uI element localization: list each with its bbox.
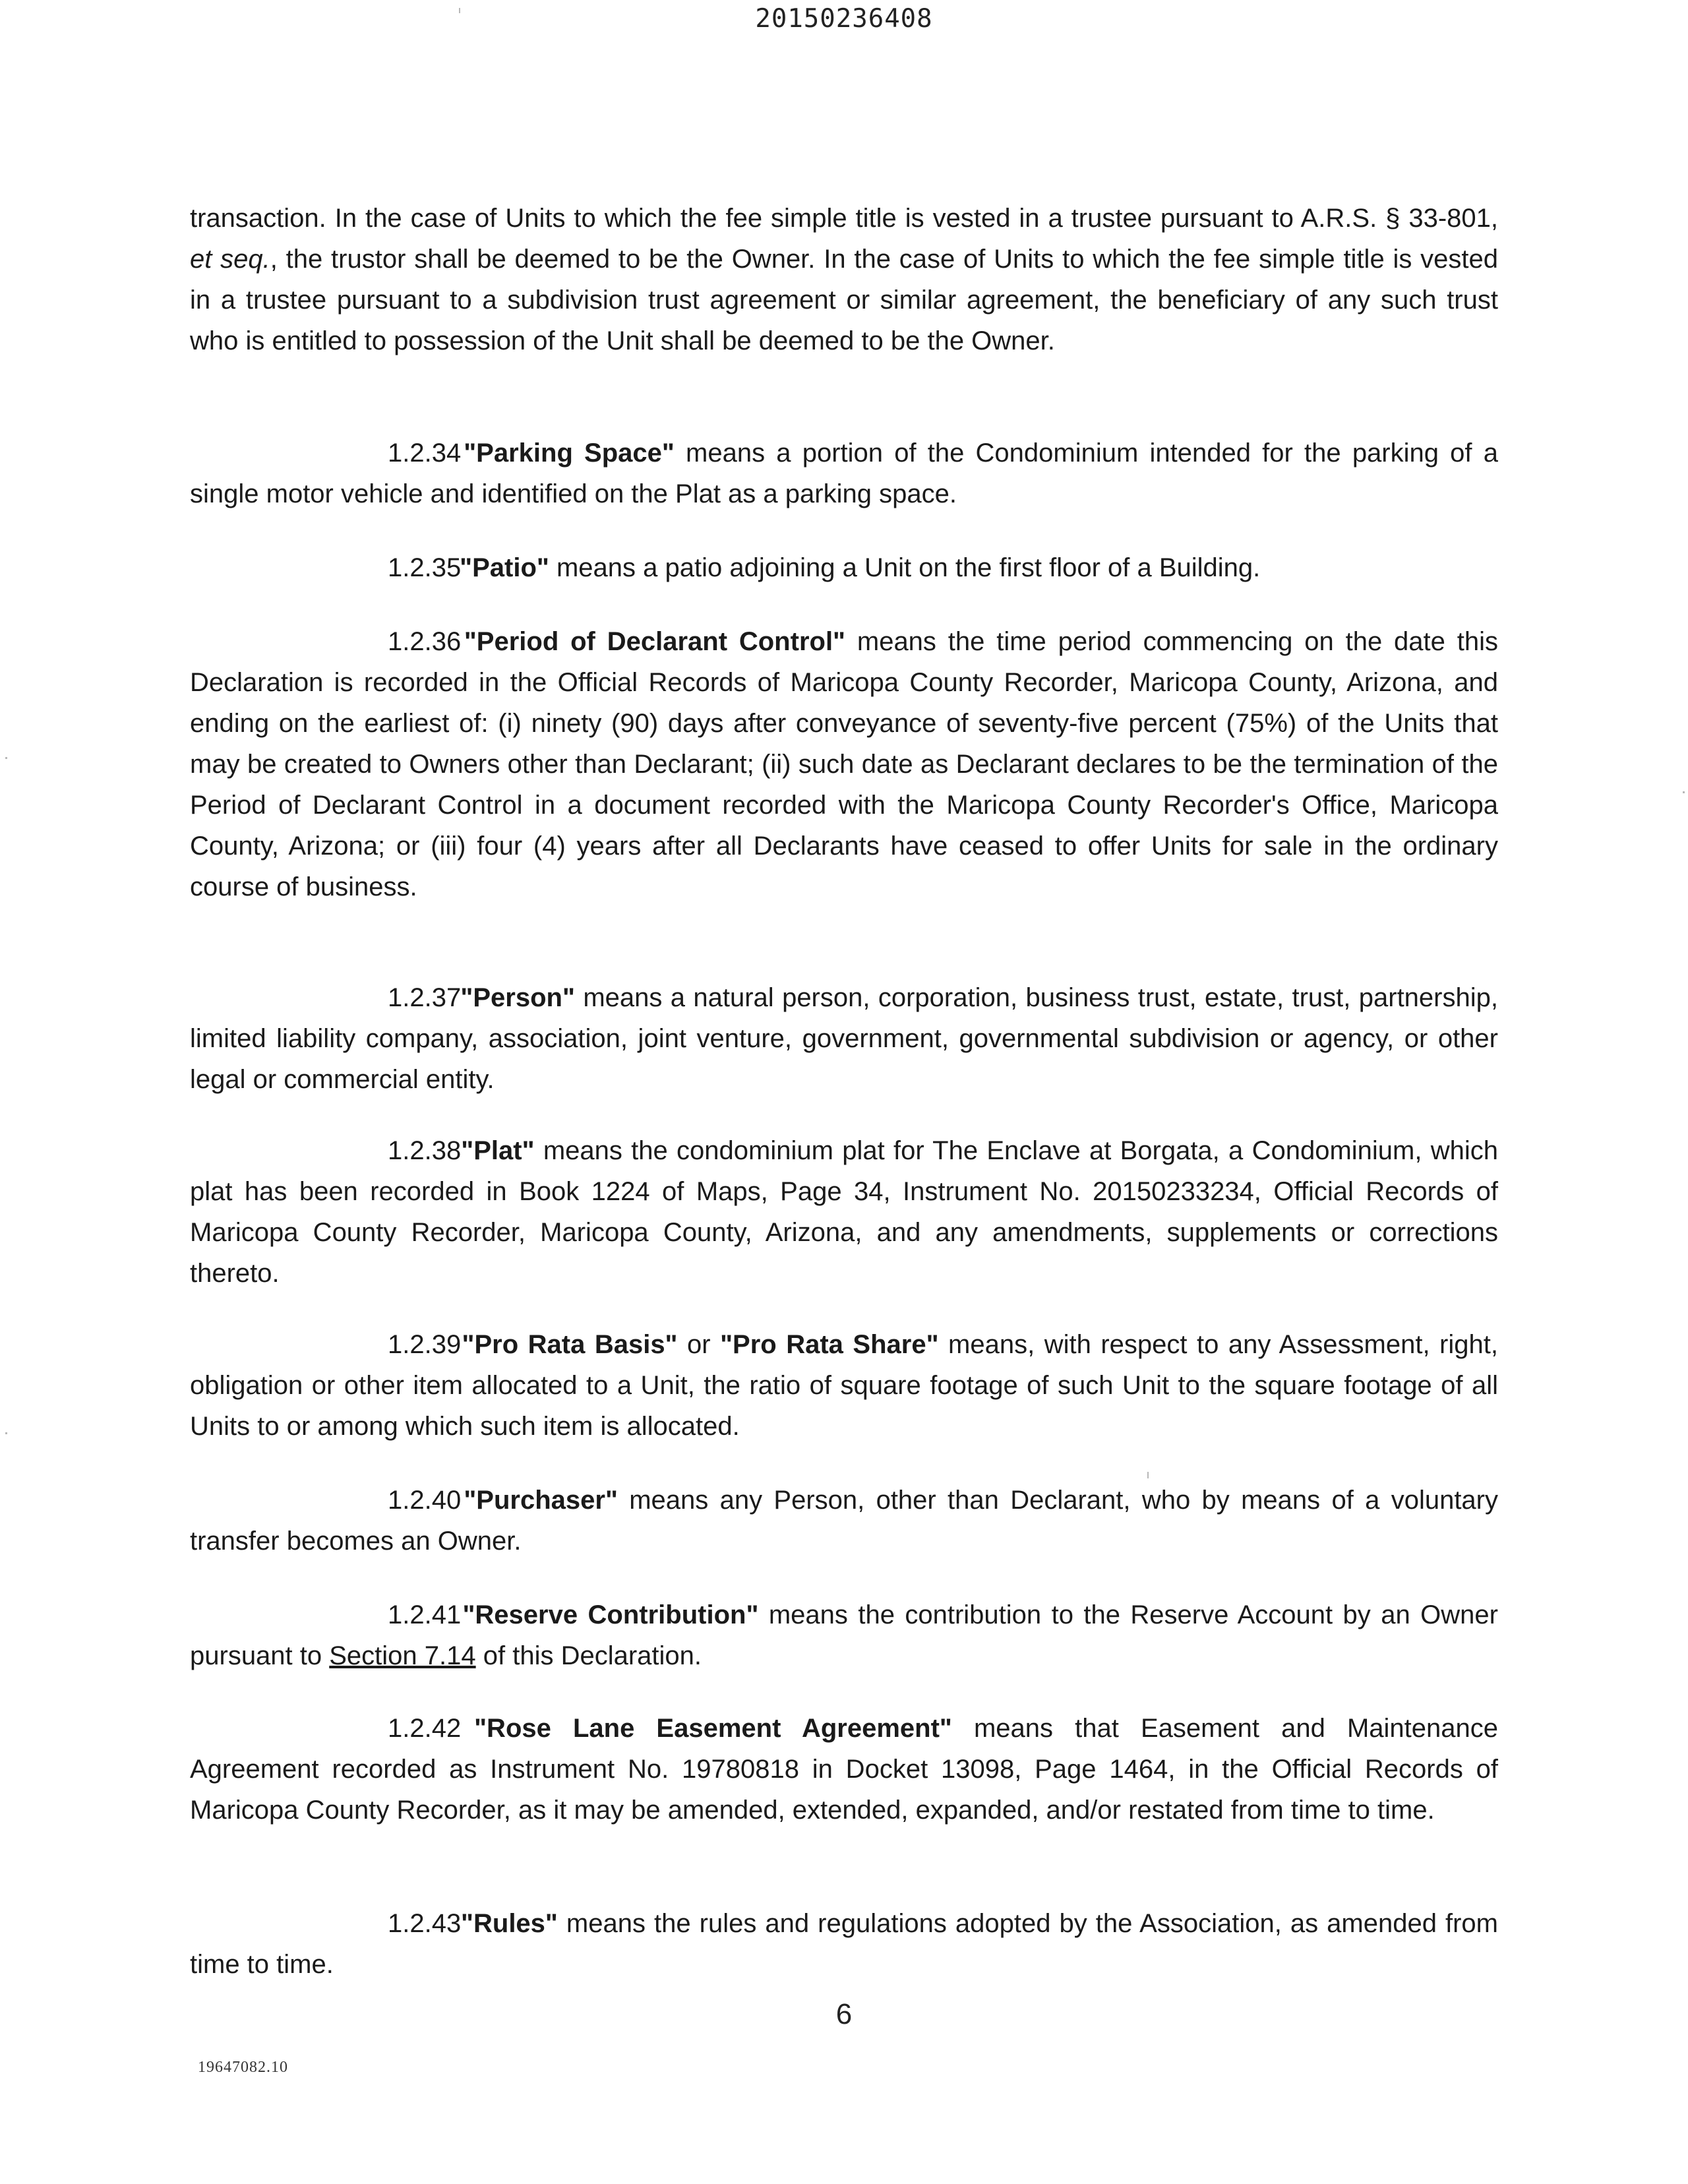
definition-term: "Period of Declarant Control": [464, 627, 846, 656]
definition-number: 1.2.43: [388, 1909, 462, 1938]
definition-number: 1.2.34: [388, 439, 462, 468]
definition-1-2-37: [190, 977, 1498, 1100]
definition-number: 1.2.40: [388, 1486, 462, 1515]
page-number: 6: [835, 1998, 853, 2030]
intro-text-2: A.R.S. § 33-801,: [1300, 204, 1498, 233]
definition-number: 1.2.41: [388, 1600, 462, 1629]
scan-speck: [459, 8, 460, 13]
intro-text-1: transaction. In the case of Units to which the fee simple title is vested in a trustee pursuant to: [190, 204, 1294, 233]
definition-text: means any Person, other than Declarant, who by means of a voluntary transfer becomes an Owner.: [190, 1486, 1498, 1556]
intro-paragraph: [190, 198, 1498, 361]
intro-text-3: , the trustor shall be deemed to be the Owner. In the case of Units to which the fee simple title is vested in a trustee pursuant to a subdivision trust agreement or similar agreement, the beneficiary of any such trust who is entitled to possession of the Unit shall be deemed to be the Owner.: [190, 245, 1499, 355]
definition-1-2-36: [190, 621, 1498, 907]
scan-speck: [5, 757, 7, 759]
definition-text: means the time period commencing on the date this Declaration is recorded in the Official Records of Maricopa County Recorder, Maricopa County, Arizona, and ending on the earliest of: (i) ninety (90) days after conveyance of seventy-five percent (75%) of the Units that may be created to Owners other than Declarant; (ii) such date as Declarant declares to be the termination of the Period of Declarant Control in a document recorded with the Maricopa County Recorder's Office, Maricopa County, Arizona; or (iii) four (4) years after all Declarants have ceased to offer Units for sale in the ordinary course of business.: [190, 627, 1498, 901]
definition-term: "Person": [460, 983, 575, 1012]
definition-connector: or: [677, 1330, 721, 1359]
definition-term-alt: "Pro Rata Share": [720, 1330, 939, 1359]
document-code: 19647082.10: [198, 2059, 288, 2076]
definition-text: means the condominium plat for The Enclave at Borgata, a Condominium, which plat has been recorded in Book 1224 of Maps, Page 34, Instrument No. 20150233234, Official Records of Maricopa County Recorder, Maricopa County, Arizona, and any amendments, supplements or corrections thereto.: [190, 1136, 1498, 1288]
definition-1-2-42: [190, 1708, 1498, 1831]
scan-speck: [1147, 1472, 1149, 1478]
definition-text-end: of this Declaration.: [475, 1641, 702, 1670]
definition-1-2-34: [190, 433, 1498, 514]
definition-number: 1.2.39: [388, 1330, 462, 1359]
definition-number: 1.2.35: [388, 553, 462, 582]
definition-1-2-35: [190, 547, 1498, 588]
definition-term: "Reserve Contribution": [462, 1600, 759, 1629]
definition-text: means that Easement and Maintenance Agreement recorded as Instrument No. 19780818 in Docket 13098, Page 1464, in the Official Records of Maricopa County Recorder, as it may be amended, extended, expanded, and/or restated from time to time.: [190, 1714, 1498, 1825]
definition-text: means the rules and regulations adopted by the Association, as amended from time to time.: [190, 1909, 1498, 1979]
definition-term: "Plat": [461, 1136, 535, 1165]
definition-1-2-41: [190, 1594, 1498, 1676]
definition-term: "Parking Space": [464, 439, 675, 468]
definition-text: means the contribution to the Reserve Account by an Owner pursuant to: [190, 1600, 1498, 1670]
definition-text: means a portion of the Condominium intended for the parking of a single motor vehicle and identified on the Plat as a parking space.: [190, 439, 1498, 508]
definition-1-2-38: [190, 1130, 1498, 1294]
definition-term: "Purchaser": [464, 1486, 618, 1515]
definition-number: 1.2.38: [388, 1136, 462, 1165]
definition-number: 1.2.36: [388, 627, 462, 656]
definition-term: "Rules": [461, 1909, 558, 1938]
intro-italic-et-seq: et seq.: [190, 245, 270, 274]
definition-text: means a natural person, corporation, business trust, estate, trust, partnership, limited liability company, association, joint venture, government, governmental subdivision or agency, or other legal or commercial entity.: [190, 983, 1498, 1094]
scan-speck: [1683, 791, 1685, 793]
definition-text: means a patio adjoining a Unit on the first floor of a Building.: [549, 553, 1261, 582]
recording-number: 20150236408: [755, 4, 933, 34]
definition-number: 1.2.42: [388, 1714, 462, 1743]
section-reference-link: Section 7.14: [329, 1641, 476, 1670]
scan-speck: [5, 1432, 7, 1434]
definition-1-2-39: [190, 1324, 1498, 1447]
definition-1-2-43: [190, 1903, 1498, 1985]
definition-term: "Rose Lane Easement Agreement": [474, 1714, 952, 1743]
definition-term: "Pro Rata Basis": [462, 1330, 678, 1359]
definition-1-2-40: [190, 1480, 1498, 1562]
definition-text: means, with respect to any Assessment, right, obligation or other item allocated to a Unit, the ratio of square footage of such Unit to the square footage of all Units to or among which such item is allocated.: [190, 1330, 1498, 1441]
definition-number: 1.2.37: [388, 983, 462, 1012]
definition-term: "Patio": [460, 553, 549, 582]
